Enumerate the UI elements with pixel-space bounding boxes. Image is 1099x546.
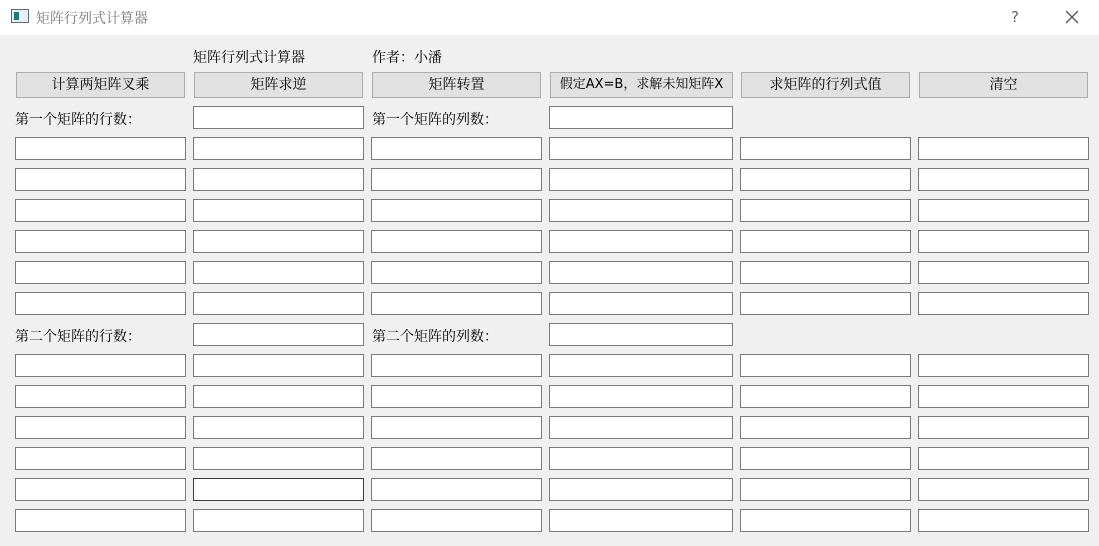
matrix1-cell-r5-c4[interactable] — [549, 261, 733, 284]
matrix2-cell-r3-c6[interactable] — [918, 416, 1089, 439]
matrix1-cell-r6-c6[interactable] — [918, 292, 1089, 315]
matrix2-cell-r6-c2[interactable] — [193, 509, 364, 532]
matrix1-cols-input[interactable] — [549, 106, 733, 129]
matrix1-cell-r2-c4[interactable] — [549, 168, 733, 191]
matrix2-cell-r1-c2[interactable] — [193, 354, 364, 377]
matrix1-cell-r2-c5[interactable] — [740, 168, 911, 191]
matrix2-cell-r1-c5[interactable] — [740, 354, 911, 377]
matrix2-cell-r5-c5[interactable] — [740, 478, 911, 501]
matrix1-cell-r3-c2[interactable] — [193, 199, 364, 222]
matrix2-cell-r1-c6[interactable] — [918, 354, 1089, 377]
matrix1-cell-r5-c1[interactable] — [15, 261, 186, 284]
matrix2-cell-r6-c6[interactable] — [918, 509, 1089, 532]
matrix1-cols-label: 第一个矩阵的列数： — [372, 112, 498, 128]
matrix1-cell-r5-c3[interactable] — [371, 261, 542, 284]
inverse-button[interactable]: 矩阵求逆 — [194, 72, 363, 98]
matrix1-cell-r3-c6[interactable] — [918, 199, 1089, 222]
matrix2-cell-r4-c4[interactable] — [549, 447, 733, 470]
matrix1-cell-r5-c5[interactable] — [740, 261, 911, 284]
matrix1-cell-r4-c2[interactable] — [193, 230, 364, 253]
matrix2-cell-r3-c4[interactable] — [549, 416, 733, 439]
window-title: 矩阵行列式计算器 — [36, 11, 148, 27]
matrix2-cell-r6-c3[interactable] — [371, 509, 542, 532]
matrix2-rows-input[interactable] — [193, 323, 364, 346]
matrix2-cell-r1-c4[interactable] — [549, 354, 733, 377]
matrix2-cell-r3-c5[interactable] — [740, 416, 911, 439]
matrix2-cell-r2-c2[interactable] — [193, 385, 364, 408]
matrix2-cell-r3-c3[interactable] — [371, 416, 542, 439]
matrix1-cell-r1-c1[interactable] — [15, 137, 186, 160]
matrix1-cell-r4-c1[interactable] — [15, 230, 186, 253]
matrix2-cell-r2-c5[interactable] — [740, 385, 911, 408]
matrix2-cell-r5-c6[interactable] — [918, 478, 1089, 501]
matrix1-cell-r6-c4[interactable] — [549, 292, 733, 315]
matrix2-cell-r6-c5[interactable] — [740, 509, 911, 532]
matrix1-cell-r3-c1[interactable] — [15, 199, 186, 222]
matrix1-cell-r3-c3[interactable] — [371, 199, 542, 222]
matrix1-rows-input[interactable] — [193, 106, 364, 129]
matrix2-cell-r5-c2[interactable] — [193, 478, 364, 501]
clear-button[interactable]: 清空 — [919, 72, 1088, 98]
matrix2-cell-r4-c1[interactable] — [15, 447, 186, 470]
matrix2-cell-r3-c1[interactable] — [15, 416, 186, 439]
close-button[interactable] — [1060, 6, 1084, 28]
matrix1-cell-r1-c4[interactable] — [549, 137, 733, 160]
matrix1-cell-r6-c5[interactable] — [740, 292, 911, 315]
matrix1-cell-r2-c3[interactable] — [371, 168, 542, 191]
matrix1-cell-r6-c3[interactable] — [371, 292, 542, 315]
matrix1-cell-r3-c4[interactable] — [549, 199, 733, 222]
matrix2-cell-r4-c5[interactable] — [740, 447, 911, 470]
matrix2-rows-label: 第二个矩阵的行数： — [15, 329, 141, 345]
matrix1-cell-r1-c2[interactable] — [193, 137, 364, 160]
matrix2-cell-r2-c1[interactable] — [15, 385, 186, 408]
matrix1-cell-r1-c5[interactable] — [740, 137, 911, 160]
author-label: 作者：小潘 — [372, 50, 442, 66]
main-panel — [4, 35, 1099, 546]
matrix2-cell-r3-c2[interactable] — [193, 416, 364, 439]
matrix1-cell-r5-c2[interactable] — [193, 261, 364, 284]
matrix2-cell-r4-c6[interactable] — [918, 447, 1089, 470]
matrix2-cell-r2-c3[interactable] — [371, 385, 542, 408]
matrix2-cell-r6-c4[interactable] — [549, 509, 733, 532]
matrix1-cell-r5-c6[interactable] — [918, 261, 1089, 284]
matrix1-cell-r2-c1[interactable] — [15, 168, 186, 191]
matrix2-cell-r5-c3[interactable] — [371, 478, 542, 501]
matrix2-cell-r6-c1[interactable] — [15, 509, 186, 532]
matrix1-cell-r2-c6[interactable] — [918, 168, 1089, 191]
matrix1-rows-label: 第一个矩阵的行数： — [15, 112, 141, 128]
app-icon — [11, 9, 29, 23]
matrix2-cell-r4-c2[interactable] — [193, 447, 364, 470]
cross-multiply-button[interactable]: 计算两矩阵叉乘 — [16, 72, 185, 98]
matrix1-cell-r4-c3[interactable] — [371, 230, 542, 253]
matrix1-cell-r4-c5[interactable] — [740, 230, 911, 253]
determinant-button[interactable]: 求矩阵的行列式值 — [741, 72, 910, 98]
matrix2-cols-label: 第二个矩阵的列数： — [372, 329, 498, 345]
solve-ax-b-button[interactable]: 假定AX=B，求解未知矩阵X — [550, 72, 733, 98]
matrix2-cols-input[interactable] — [549, 323, 733, 346]
matrix1-cell-r6-c1[interactable] — [15, 292, 186, 315]
matrix2-cell-r1-c1[interactable] — [15, 354, 186, 377]
matrix2-cell-r4-c3[interactable] — [371, 447, 542, 470]
title-bar — [0, 0, 1099, 35]
matrix1-cell-r1-c6[interactable] — [918, 137, 1089, 160]
matrix2-cell-r1-c3[interactable] — [371, 354, 542, 377]
matrix1-cell-r4-c6[interactable] — [918, 230, 1089, 253]
transpose-button[interactable]: 矩阵转置 — [372, 72, 541, 98]
help-button[interactable]: ? — [1011, 8, 1019, 26]
matrix1-cell-r1-c3[interactable] — [371, 137, 542, 160]
matrix1-cell-r3-c5[interactable] — [740, 199, 911, 222]
matrix1-cell-r4-c4[interactable] — [549, 230, 733, 253]
matrix2-cell-r2-c6[interactable] — [918, 385, 1089, 408]
close-icon — [1060, 6, 1084, 28]
matrix1-cell-r2-c2[interactable] — [193, 168, 364, 191]
matrix1-cell-r6-c2[interactable] — [193, 292, 364, 315]
matrix2-cell-r5-c4[interactable] — [549, 478, 733, 501]
app-name-label: 矩阵行列式计算器 — [193, 50, 305, 66]
matrix2-cell-r2-c4[interactable] — [549, 385, 733, 408]
matrix2-cell-r5-c1[interactable] — [15, 478, 186, 501]
